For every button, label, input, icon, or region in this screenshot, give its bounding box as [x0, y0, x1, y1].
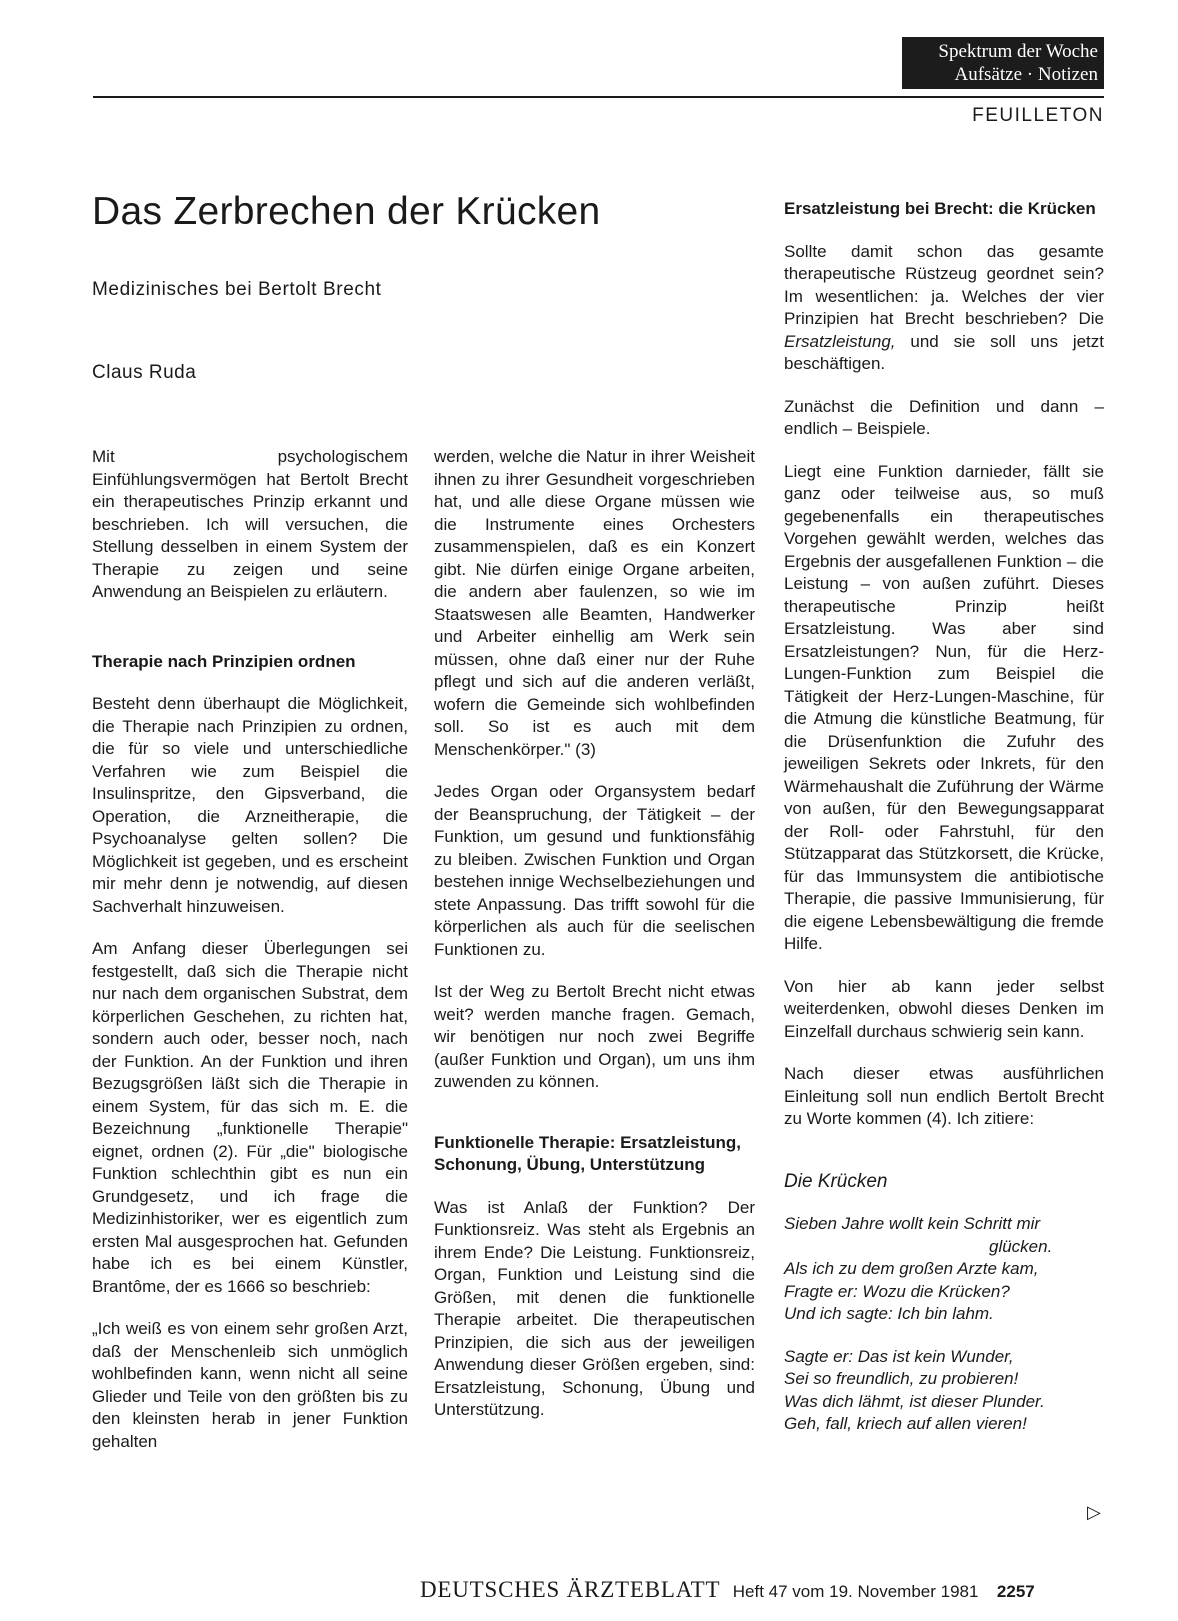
- poem-line: Was dich lähmt, ist dieser Plunder.: [784, 1391, 1045, 1411]
- poem-line: glücken.: [989, 1236, 1053, 1256]
- poem-line: Sieben Jahre wollt kein Schritt mir: [784, 1214, 1041, 1233]
- column-2: [434, 446, 755, 1422]
- poem-line: Fragte er: Wozu die Krücken?: [784, 1281, 1010, 1301]
- article-author: Claus Ruda: [92, 362, 197, 383]
- subheading: Therapie nach Prinzipien ordnen: [92, 651, 356, 671]
- page-number: 2257: [996, 1582, 1035, 1601]
- subheading: Funktionelle Therapie: Ersatzleistung, Schonung, Übung, Unterstützung: [434, 1132, 741, 1174]
- paragraph: Jedes Organ oder Organsystem bedarf der Beanspruchung, der Tätigkeit – der Funktion, um gesund und funktionsfähig zu bleiben. Zwischen Funktion und Organ bestehen innige Wechselbeziehungen und stete Anpassung. Das trifft sowohl für die körperlichen als auch für die seelischen Funktionen zu.: [434, 782, 755, 959]
- paragraph: Was ist Anlaß der Funktion? Der Funktionsreiz. Was steht als Ergebnis an ihrem Ende? Die Leistung. Funktionsreiz, Organ, Funktion und Leistung sind die Größen, mit denen die funktionelle Therapie arbeitet. Die therapeutischen Prinzipien, die sich aus der jeweiligen Anwendung dieser Größen ergeben, sind: Ersatzleistung, Schonung, Übung und Unterstützung.: [434, 1197, 755, 1419]
- section-label: FEUILLETON: [972, 105, 1104, 126]
- paragraph: werden, welche die Natur in ihrer Weisheit ihnen zu ihrer Gesundheit vorgeschrieben hat, und alle diese Organe müssen wie die Instrumente eines Orchesters zusammenspielen, daß es ein Konzert gibt. Nie dürfen einige Organe arbeiten, die andern aber faulenzen, so wie im Staatswesen alle Beamten, Handwerker und Arbeiter einhellig am Werk sein müssen, ohne daß einer nur der Ruhe pflegt und sich auf die anderen verläßt, wofern die Gemeinde sich wohlbefinden soll. So ist es auch mit dem Menschenkörper." (3): [434, 447, 755, 759]
- poem-line: Und ich sagte: Ich bin lahm.: [784, 1304, 994, 1323]
- poem-line: Geh, fall, kriech auf allen vieren!: [784, 1414, 1027, 1433]
- text-span: Sollte damit schon das gesamte therapeutische Rüstzeug geordnet sein? Im wesentlichen: ja. Welches der vier Prinzipien hat Brecht beschrieben? Die: [784, 241, 1104, 328]
- poem-line: Sagte er: Das ist kein Wunder,: [784, 1346, 1014, 1366]
- poem-line: Als ich zu dem großen Arzte kam,: [784, 1259, 1039, 1278]
- article-subtitle: Medizinisches bei Bertolt Brecht: [92, 279, 382, 300]
- magazine-name: DEUTSCHES ÄRZTEBLATT: [420, 1577, 721, 1602]
- emphasis: Ersatzleistung,: [784, 331, 896, 351]
- section-badge: [902, 37, 1104, 89]
- column-1: [92, 446, 408, 1453]
- subheading: Ersatzleistung bei Brecht: die Krücken: [784, 199, 1096, 218]
- poem-title: Die Krücken: [784, 1170, 888, 1192]
- header-rule: [93, 96, 1104, 98]
- paragraph: Liegt eine Funktion darnieder, fällt sie ganz oder teilweise aus, so muß gegebenenfalls ein therapeutisches Vorgehen gewählt werden, welches das Ergebnis der ausgefallenen Funktion – die Leistung – von außen zuführt. Dieses therapeutische Prinzip heißt Ersatzleistung. Was aber sind Ersatzleistungen? Nun, für die Herz-Lungen-Funktion zum Beispiel die Tätigkeit der Herz-Lungen-Maschine, für die Atmung die künstliche Beatmung, für die Drüsenfunktion die Zufuhr des jeweiligen Sekrets oder Inkrets, für den Wärmehaushalt die Zuführung der Wärme von außen, für den Bewegungsapparat der Roll- oder Fahrstuhl, für den Stützapparat das Stützkorsett, die Krücke, für das Immunsystem die antibiotische Therapie, die passive Immunisierung, für die eigene Lebensbewältigung die fremde Hilfe.: [784, 461, 1104, 953]
- paragraph: Von hier ab kann jeder selbst weiterdenken, obwohl dieses Denken im Einzelfall durchaus schwierig sein kann.: [784, 976, 1104, 1041]
- paragraph: Zunächst die Definition und dann – endlich – Beispiele.: [784, 396, 1104, 438]
- paragraph: Mit psychologischem Einfühlungsvermögen hat Bertolt Brecht ein therapeutisches Prinzip erkannt und beschrieben. Ich will versuchen, die Stellung desselben in einem System der Therapie zu zeigen und seine Anwendung an Beispielen zu erläutern.: [92, 447, 408, 601]
- paragraph: „Ich weiß es von einem sehr großen Arzt, daß der Menschenleib sich unmöglich wohlbefinden kann, wenn nicht all seine Glieder und Teile von den größten bis zu den kleinsten herab in jener Funktion gehalten: [92, 1319, 408, 1451]
- paragraph: Besteht denn überhaupt die Möglichkeit, die Therapie nach Prinzipien zu ordnen, die für so viele und unterschiedliche Verfahren wie zum Beispiel die Insulinspritze, den Gipsverband, die Operation, die Arzneitherapie, die Psychoanalyse gelten sollen? Die Möglichkeit ist gegeben, und es erscheint mir mehr denn je notwendig, auf diesen Sachverhalt hinzuweisen.: [92, 694, 408, 916]
- paragraph: Ist der Weg zu Bertolt Brecht nicht etwas weit? werden manche fragen. Gemach, wir benötigen nur noch zwei Begriffe (außer Funktion und Organ), um uns ihm zuwenden zu können.: [434, 982, 755, 1091]
- paragraph: Nach dieser etwas ausführlichen Einleitung soll nun endlich Bertolt Brecht zu Worte kommen (4). Ich zitiere:: [784, 1064, 1104, 1128]
- article-title: Das Zerbrechen der Krücken: [92, 190, 601, 233]
- issue-info: Heft 47 vom 19. November 1981: [732, 1582, 979, 1601]
- page-footer: [420, 1577, 1035, 1603]
- badge-line-2: Aufsätze · Notizen: [954, 64, 1098, 85]
- poem-line: Sei so freundlich, zu probieren!: [784, 1369, 1019, 1388]
- poem-stanza-1: [784, 1213, 1104, 1326]
- paragraph: [784, 241, 1104, 376]
- text-span: und sie soll uns jetzt beschäftigen.: [784, 331, 1104, 373]
- poem: [784, 1171, 1104, 1436]
- paragraph: Am Anfang dieser Überlegungen sei festgestellt, daß sich die Therapie nicht nur nach dem organischen Substrat, dem körperlichen Geschehen, zu richten hat, sondern auch oder, besser noch, nach der Funktion. An der Funktion und ihren Bezugsgrößen läßt sich die Therapie in einem System, für das sich m. E. die Bezeichnung „funktionelle Therapie" eignet, ordnen (2). Für „die" biologische Funktion schlechthin gibt es nun ein Grundgesetz, und ich frage die Medizinhistoriker, wer es eigentlich zum ersten Mal ausgesprochen hat. Gefunden habe ich es bei einem Künstler, Brantôme, der es 1666 so beschrieb:: [92, 939, 408, 1296]
- column-3: [784, 198, 1104, 1436]
- continue-arrow-icon: ▷: [1087, 1502, 1101, 1522]
- badge-line-1: Spektrum der Woche: [938, 41, 1098, 62]
- poem-stanza-2: [784, 1346, 1104, 1436]
